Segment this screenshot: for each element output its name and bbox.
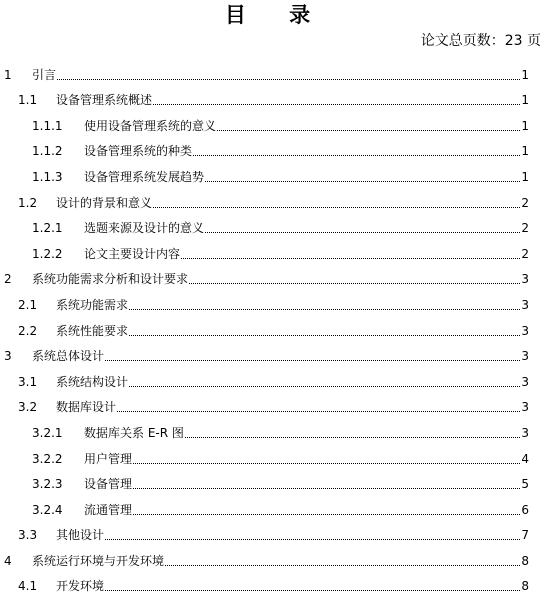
toc-entry-number: 3.3 <box>18 528 38 543</box>
toc-dot-leader <box>105 539 520 540</box>
toc-entry-number: 3 <box>4 349 12 364</box>
toc-entry-number: 1.1.1 <box>32 118 63 133</box>
toc-dot-leader <box>165 565 520 566</box>
toc-dot-leader <box>105 360 520 361</box>
page-count-label: 论文总页数：23 页 <box>420 33 541 49</box>
toc-entry-title: 系统总体设计 <box>32 349 105 364</box>
toc-entry-number: 1.2.2 <box>32 246 63 261</box>
toc-dot-leader <box>57 79 520 80</box>
toc-entry-page-number: 7 <box>521 528 529 543</box>
toc-entry-title: 数据库设计 <box>56 400 117 415</box>
toc-entry-page-number: 2 <box>521 195 529 210</box>
toc-dot-leader <box>185 437 520 438</box>
toc-dot-leader <box>153 104 520 105</box>
toc-entry-page-number: 3 <box>521 297 529 312</box>
toc-entry-title: 系统结构设计 <box>56 374 129 389</box>
toc-dot-leader <box>133 463 520 464</box>
toc-entry-number: 1.2 <box>18 195 38 210</box>
toc-entry-title: 设备管理系统发展趋势 <box>84 169 205 184</box>
toc-dot-leader <box>129 386 520 387</box>
toc-entry-page-number: 1 <box>521 67 529 82</box>
toc-entry-title: 设备管理 <box>84 477 133 492</box>
toc-entry-title: 开发环境 <box>56 579 105 594</box>
toc-entry-number: 4 <box>4 553 12 568</box>
toc-entry[interactable] <box>0 159 553 185</box>
page-title: 目 录 <box>224 2 329 27</box>
toc-entry-number: 4.1 <box>18 579 38 594</box>
toc-entry[interactable] <box>0 441 553 467</box>
toc-entry-number: 1.1.2 <box>32 144 63 159</box>
toc-entry-title: 系统性能要求 <box>56 323 129 338</box>
toc-entry[interactable] <box>0 543 553 569</box>
toc-entry[interactable] <box>0 83 553 109</box>
toc-entry-page-number: 3 <box>521 425 529 440</box>
toc-entry-number: 2 <box>4 272 12 287</box>
toc-dot-leader <box>189 283 520 284</box>
toc-dot-leader <box>105 590 520 591</box>
toc-dot-leader <box>193 155 520 156</box>
toc-entry-page-number: 2 <box>521 221 529 236</box>
toc-dot-leader <box>117 411 520 412</box>
toc-entry[interactable] <box>0 569 553 594</box>
toc-dot-leader <box>129 335 520 336</box>
toc-entry[interactable] <box>0 236 553 262</box>
toc-entry[interactable] <box>0 287 553 313</box>
toc-entry[interactable] <box>0 57 553 83</box>
toc-entry-number: 1.1 <box>18 93 38 108</box>
toc-entry-page-number: 3 <box>521 272 529 287</box>
toc-dot-leader <box>181 258 520 259</box>
toc-entry-number: 3.2.3 <box>32 477 63 492</box>
toc-entry-page-number: 8 <box>521 579 529 594</box>
toc-entry-title: 流通管理 <box>84 502 133 517</box>
toc-entry[interactable] <box>0 467 553 493</box>
table-of-contents <box>0 57 553 594</box>
toc-entry-page-number: 5 <box>521 477 529 492</box>
toc-entry[interactable] <box>0 364 553 390</box>
toc-entry[interactable] <box>0 518 553 544</box>
toc-entry-page-number: 2 <box>521 246 529 261</box>
toc-entry-page-number: 1 <box>521 144 529 159</box>
toc-dot-leader <box>217 130 520 131</box>
toc-entry-title: 系统运行环境与开发环境 <box>32 553 165 568</box>
toc-entry-title: 引言 <box>32 67 57 82</box>
toc-entry-page-number: 3 <box>521 349 529 364</box>
toc-entry-title: 系统功能需求分析和设计要求 <box>32 272 189 287</box>
toc-entry-title: 设计的背景和意义 <box>56 195 153 210</box>
toc-entry-title: 设备管理系统概述 <box>56 93 153 108</box>
toc-entry-page-number: 4 <box>521 451 529 466</box>
toc-entry-number: 3.2.2 <box>32 451 63 466</box>
toc-entry-title: 设备管理系统的种类 <box>84 144 193 159</box>
toc-entry-page-number: 1 <box>521 93 529 108</box>
toc-entry-number: 1.2.1 <box>32 221 63 236</box>
toc-dot-leader <box>129 309 520 310</box>
toc-entry-number: 2.2 <box>18 323 38 338</box>
toc-entry-number: 3.2.1 <box>32 425 63 440</box>
toc-entry-page-number: 3 <box>521 374 529 389</box>
toc-entry-number: 1 <box>4 67 12 82</box>
toc-entry[interactable] <box>0 262 553 288</box>
toc-entry[interactable] <box>0 415 553 441</box>
toc-entry[interactable] <box>0 211 553 237</box>
toc-entry-title: 选题来源及设计的意义 <box>84 221 205 236</box>
toc-dot-leader <box>153 207 520 208</box>
toc-entry[interactable] <box>0 134 553 160</box>
toc-entry-title: 系统功能需求 <box>56 297 129 312</box>
toc-dot-leader <box>133 514 520 515</box>
toc-entry-title: 用户管理 <box>84 451 133 466</box>
toc-dot-leader <box>205 232 520 233</box>
toc-entry[interactable] <box>0 108 553 134</box>
toc-entry[interactable] <box>0 492 553 518</box>
toc-entry[interactable] <box>0 185 553 211</box>
toc-entry-page-number: 8 <box>521 553 529 568</box>
toc-entry-number: 2.1 <box>18 297 38 312</box>
toc-entry-page-number: 3 <box>521 323 529 338</box>
toc-entry-page-number: 3 <box>521 400 529 415</box>
toc-dot-leader <box>133 488 520 489</box>
toc-entry-page-number: 1 <box>521 169 529 184</box>
toc-entry[interactable] <box>0 390 553 416</box>
toc-entry-page-number: 6 <box>521 502 529 517</box>
toc-entry-number: 3.1 <box>18 374 38 389</box>
toc-entry-number: 1.1.3 <box>32 169 63 184</box>
toc-entry-title: 数据库关系 E-R 图 <box>84 425 184 440</box>
toc-entry-number: 3.2.4 <box>32 502 63 517</box>
toc-entry-title: 使用设备管理系统的意义 <box>84 118 217 133</box>
toc-entry[interactable] <box>0 339 553 365</box>
toc-entry-title: 论文主要设计内容 <box>84 246 181 261</box>
toc-entry[interactable] <box>0 313 553 339</box>
toc-entry-page-number: 1 <box>521 118 529 133</box>
toc-entry-number: 3.2 <box>18 400 38 415</box>
toc-dot-leader <box>205 181 520 182</box>
toc-entry-title: 其他设计 <box>56 528 105 543</box>
